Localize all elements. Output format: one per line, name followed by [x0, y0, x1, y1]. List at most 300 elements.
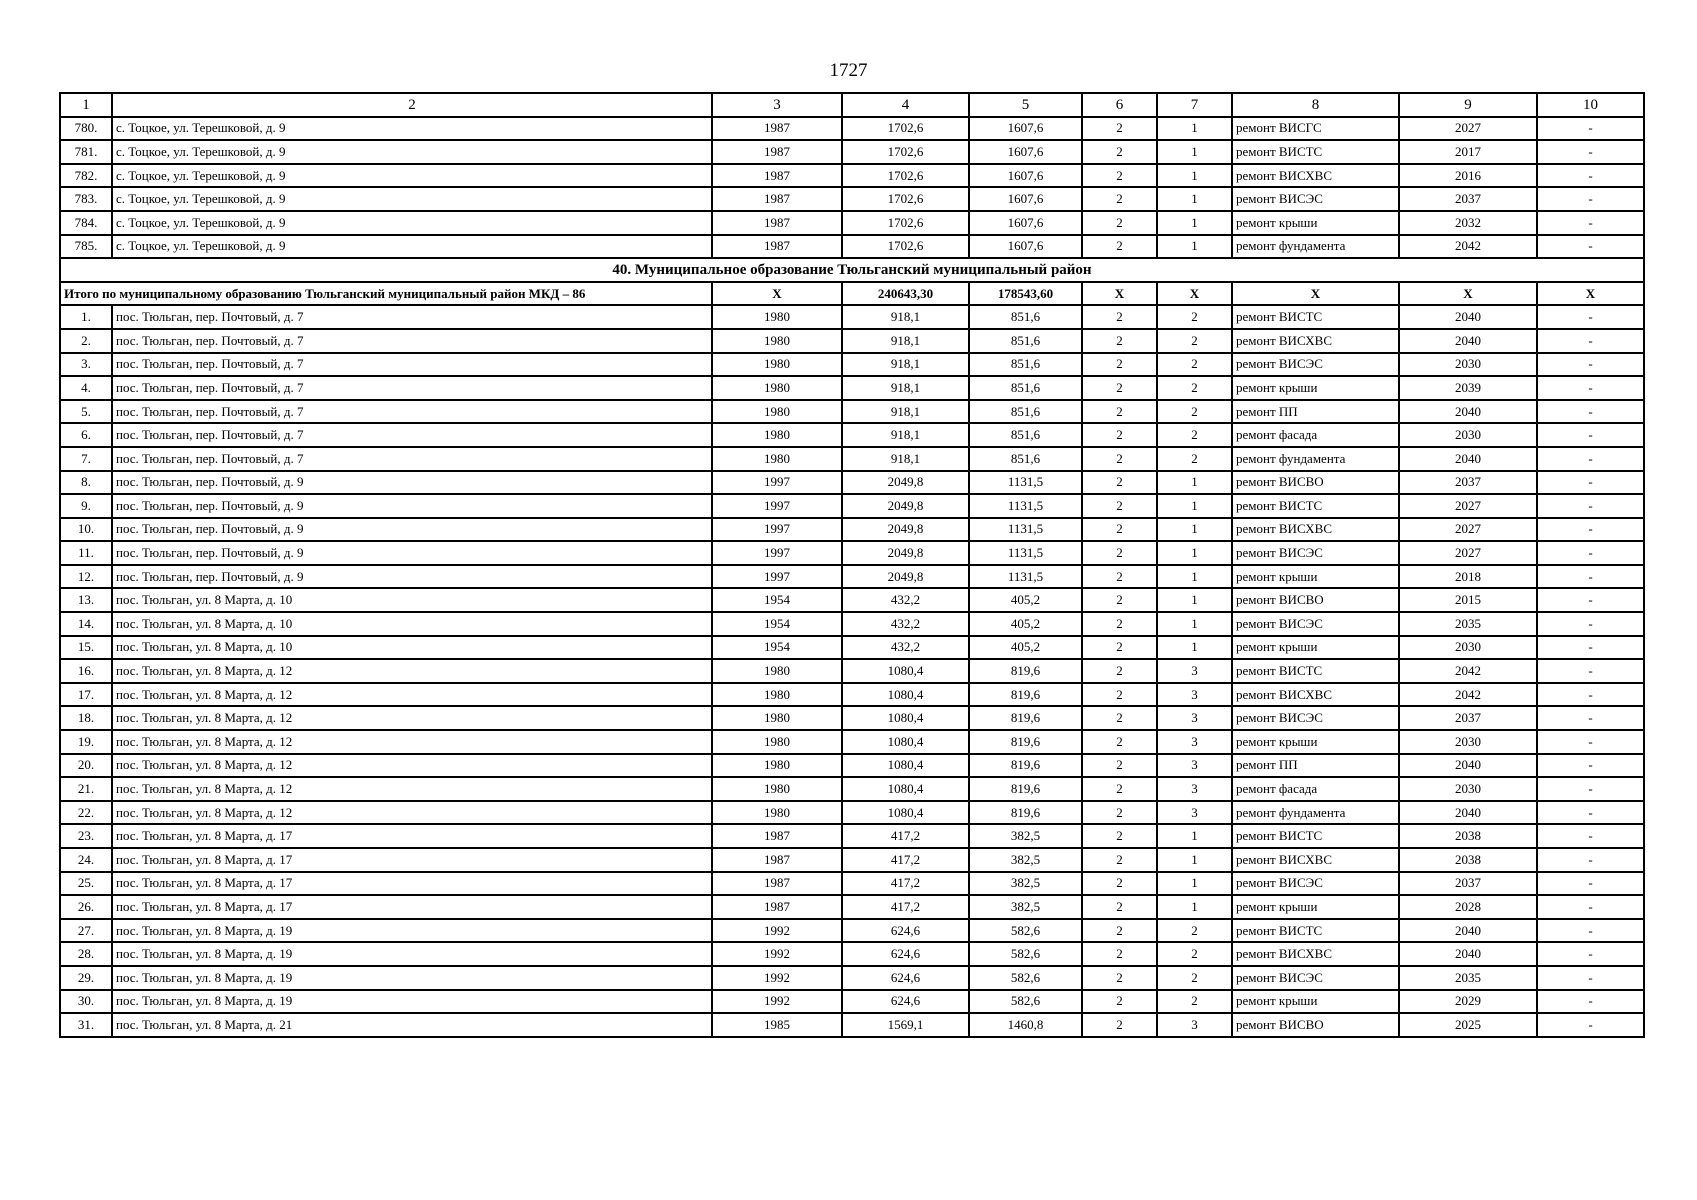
column-10-cell: -	[1537, 140, 1644, 164]
build-year-cell: 1992	[712, 919, 842, 943]
column-6-cell: 2	[1082, 636, 1157, 660]
column-10-cell: -	[1537, 211, 1644, 235]
planned-year-cell: 2037	[1399, 187, 1537, 211]
column-7-cell: 2	[1157, 942, 1232, 966]
work-type-cell: ремонт крыши	[1232, 376, 1399, 400]
column-10-cell: -	[1537, 423, 1644, 447]
table-row	[60, 353, 1644, 377]
planned-year-cell: 2039	[1399, 376, 1537, 400]
column-6-cell: 2	[1082, 872, 1157, 896]
table-row	[60, 187, 1644, 211]
column-6-cell: 2	[1082, 848, 1157, 872]
row-number: 24.	[60, 848, 112, 872]
table-row	[60, 211, 1644, 235]
column-10-cell: -	[1537, 305, 1644, 329]
address-cell: пос. Тюльган, ул. 8 Марта, д. 12	[112, 730, 712, 754]
row-number: 7.	[60, 447, 112, 471]
planned-year-cell: 2040	[1399, 305, 1537, 329]
total-area-cell: 1080,4	[842, 706, 969, 730]
column-10-cell: -	[1537, 872, 1644, 896]
address-cell: пос. Тюльган, ул. 8 Марта, д. 10	[112, 588, 712, 612]
living-area-cell: 405,2	[969, 588, 1082, 612]
work-type-cell: ремонт крыши	[1232, 990, 1399, 1014]
total-area-cell: 2049,8	[842, 494, 969, 518]
total-area-cell: 918,1	[842, 400, 969, 424]
column-10-cell: -	[1537, 565, 1644, 589]
address-cell: пос. Тюльган, пер. Почтовый, д. 7	[112, 329, 712, 353]
column-6-cell: 2	[1082, 211, 1157, 235]
column-header: 3	[712, 93, 842, 117]
address-cell: пос. Тюльган, пер. Почтовый, д. 9	[112, 471, 712, 495]
living-area-cell: 1131,5	[969, 565, 1082, 589]
living-area-cell: 819,6	[969, 777, 1082, 801]
address-cell: с. Тоцкое, ул. Терешковой, д. 9	[112, 235, 712, 259]
build-year-cell: 1992	[712, 966, 842, 990]
column-10-cell: -	[1537, 447, 1644, 471]
planned-year-cell: 2030	[1399, 730, 1537, 754]
total-c9-cell: Х	[1399, 282, 1537, 306]
build-year-cell: 1980	[712, 353, 842, 377]
build-year-cell: 1992	[712, 990, 842, 1014]
table-row	[60, 612, 1644, 636]
work-type-cell: ремонт ВИСХВС	[1232, 329, 1399, 353]
row-number: 12.	[60, 565, 112, 589]
row-number: 28.	[60, 942, 112, 966]
planned-year-cell: 2030	[1399, 636, 1537, 660]
column-header: 1	[60, 93, 112, 117]
row-number: 780.	[60, 117, 112, 141]
column-6-cell: 2	[1082, 423, 1157, 447]
total-area-cell: 417,2	[842, 848, 969, 872]
column-6-cell: 2	[1082, 471, 1157, 495]
total-area-cell: 918,1	[842, 329, 969, 353]
table-row	[60, 494, 1644, 518]
total-area-cell: 1569,1	[842, 1013, 969, 1037]
build-year-cell: 1987	[712, 187, 842, 211]
column-7-cell: 1	[1157, 164, 1232, 188]
planned-year-cell: 2030	[1399, 777, 1537, 801]
planned-year-cell: 2040	[1399, 919, 1537, 943]
column-10-cell: -	[1537, 824, 1644, 848]
column-header: 7	[1157, 93, 1232, 117]
address-cell: пос. Тюльган, ул. 8 Марта, д. 12	[112, 754, 712, 778]
build-year-cell: 1980	[712, 706, 842, 730]
column-10-cell: -	[1537, 1013, 1644, 1037]
planned-year-cell: 2037	[1399, 471, 1537, 495]
column-6-cell: 2	[1082, 494, 1157, 518]
living-area-cell: 382,5	[969, 895, 1082, 919]
column-6-cell: 2	[1082, 353, 1157, 377]
address-cell: пос. Тюльган, ул. 8 Марта, д. 10	[112, 612, 712, 636]
total-area-cell: 2049,8	[842, 518, 969, 542]
column-6-cell: 2	[1082, 588, 1157, 612]
planned-year-cell: 2028	[1399, 895, 1537, 919]
address-cell: пос. Тюльган, ул. 8 Марта, д. 21	[112, 1013, 712, 1037]
address-cell: пос. Тюльган, ул. 8 Марта, д. 10	[112, 636, 712, 660]
total-area-cell: 417,2	[842, 824, 969, 848]
table-row	[60, 942, 1644, 966]
address-cell: с. Тоцкое, ул. Терешковой, д. 9	[112, 187, 712, 211]
work-type-cell: ремонт фундамента	[1232, 801, 1399, 825]
column-7-cell: 1	[1157, 588, 1232, 612]
total-area-cell: 624,6	[842, 942, 969, 966]
living-area-cell: 382,5	[969, 848, 1082, 872]
row-number: 781.	[60, 140, 112, 164]
column-6-cell: 2	[1082, 895, 1157, 919]
build-year-cell: 1980	[712, 329, 842, 353]
planned-year-cell: 2030	[1399, 353, 1537, 377]
column-6-cell: 2	[1082, 565, 1157, 589]
column-number-row	[60, 93, 1644, 117]
column-7-cell: 1	[1157, 187, 1232, 211]
row-number: 16.	[60, 659, 112, 683]
total-c8-cell: Х	[1232, 282, 1399, 306]
living-area-cell: 851,6	[969, 353, 1082, 377]
column-6-cell: 2	[1082, 117, 1157, 141]
living-area-cell: 851,6	[969, 305, 1082, 329]
total-area-cell: 417,2	[842, 895, 969, 919]
column-6-cell: 2	[1082, 235, 1157, 259]
column-7-cell: 2	[1157, 400, 1232, 424]
total-label: Итого по муниципальному образованию Тюльганский муниципальный район МКД – 86	[60, 282, 712, 306]
column-7-cell: 1	[1157, 140, 1232, 164]
build-year-cell: 1997	[712, 565, 842, 589]
total-area-cell: 624,6	[842, 966, 969, 990]
row-number: 30.	[60, 990, 112, 1014]
row-number: 9.	[60, 494, 112, 518]
address-cell: пос. Тюльган, пер. Почтовый, д. 7	[112, 376, 712, 400]
table-row	[60, 636, 1644, 660]
table-row	[60, 376, 1644, 400]
column-10-cell: -	[1537, 541, 1644, 565]
living-area-cell: 582,6	[969, 990, 1082, 1014]
column-10-cell: -	[1537, 117, 1644, 141]
address-cell: пос. Тюльган, ул. 8 Марта, д. 17	[112, 848, 712, 872]
row-number: 23.	[60, 824, 112, 848]
row-number: 785.	[60, 235, 112, 259]
planned-year-cell: 2042	[1399, 659, 1537, 683]
row-number: 784.	[60, 211, 112, 235]
work-type-cell: ремонт крыши	[1232, 565, 1399, 589]
table-row	[60, 117, 1644, 141]
living-area-cell: 851,6	[969, 329, 1082, 353]
table-row	[60, 541, 1644, 565]
column-6-cell: 2	[1082, 447, 1157, 471]
work-type-cell: ремонт ВИСЭС	[1232, 541, 1399, 565]
column-7-cell: 3	[1157, 801, 1232, 825]
address-cell: пос. Тюльган, ул. 8 Марта, д. 19	[112, 919, 712, 943]
column-header: 10	[1537, 93, 1644, 117]
work-type-cell: ремонт ВИСТС	[1232, 919, 1399, 943]
living-area-cell: 1460,8	[969, 1013, 1082, 1037]
column-10-cell: -	[1537, 801, 1644, 825]
planned-year-cell: 2042	[1399, 683, 1537, 707]
column-10-cell: -	[1537, 376, 1644, 400]
column-6-cell: 2	[1082, 942, 1157, 966]
total-area-cell: 918,1	[842, 447, 969, 471]
table-row	[60, 990, 1644, 1014]
build-year-cell: 1954	[712, 588, 842, 612]
living-area-cell: 1607,6	[969, 211, 1082, 235]
column-6-cell: 2	[1082, 706, 1157, 730]
column-7-cell: 1	[1157, 895, 1232, 919]
planned-year-cell: 2035	[1399, 966, 1537, 990]
column-7-cell: 1	[1157, 872, 1232, 896]
table-row	[60, 895, 1644, 919]
address-cell: с. Тоцкое, ул. Терешковой, д. 9	[112, 164, 712, 188]
build-year-cell: 1980	[712, 659, 842, 683]
living-area-cell: 851,6	[969, 423, 1082, 447]
column-10-cell: -	[1537, 942, 1644, 966]
work-type-cell: ремонт крыши	[1232, 895, 1399, 919]
work-type-cell: ремонт фасада	[1232, 423, 1399, 447]
column-7-cell: 2	[1157, 966, 1232, 990]
planned-year-cell: 2035	[1399, 612, 1537, 636]
row-number: 6.	[60, 423, 112, 447]
row-number: 11.	[60, 541, 112, 565]
table-row	[60, 140, 1644, 164]
row-number: 14.	[60, 612, 112, 636]
table-row	[60, 919, 1644, 943]
column-7-cell: 3	[1157, 754, 1232, 778]
row-number: 25.	[60, 872, 112, 896]
column-10-cell: -	[1537, 353, 1644, 377]
column-7-cell: 1	[1157, 235, 1232, 259]
column-header: 4	[842, 93, 969, 117]
table-row	[60, 659, 1644, 683]
work-type-cell: ремонт ВИСХВС	[1232, 164, 1399, 188]
column-10-cell: -	[1537, 588, 1644, 612]
living-area-cell: 851,6	[969, 400, 1082, 424]
total-area-cell: 1080,4	[842, 801, 969, 825]
column-6-cell: 2	[1082, 305, 1157, 329]
living-area-cell: 851,6	[969, 376, 1082, 400]
total-area-cell: 1080,4	[842, 730, 969, 754]
column-10-cell: -	[1537, 518, 1644, 542]
column-6-cell: 2	[1082, 518, 1157, 542]
total-c5-cell: 178543,60	[969, 282, 1082, 306]
living-area-cell: 1607,6	[969, 140, 1082, 164]
row-number: 20.	[60, 754, 112, 778]
column-6-cell: 2	[1082, 1013, 1157, 1037]
living-area-cell: 1131,5	[969, 541, 1082, 565]
work-type-cell: ремонт фундамента	[1232, 447, 1399, 471]
column-10-cell: -	[1537, 706, 1644, 730]
total-area-cell: 918,1	[842, 353, 969, 377]
column-10-cell: -	[1537, 659, 1644, 683]
row-number: 22.	[60, 801, 112, 825]
column-10-cell: -	[1537, 494, 1644, 518]
column-header: 5	[969, 93, 1082, 117]
total-area-cell: 1702,6	[842, 211, 969, 235]
work-type-cell: ремонт ПП	[1232, 400, 1399, 424]
row-number: 18.	[60, 706, 112, 730]
column-6-cell: 2	[1082, 801, 1157, 825]
row-number: 3.	[60, 353, 112, 377]
address-cell: пос. Тюльган, пер. Почтовый, д. 9	[112, 565, 712, 589]
column-10-cell: -	[1537, 187, 1644, 211]
total-area-cell: 1702,6	[842, 235, 969, 259]
work-type-cell: ремонт фундамента	[1232, 235, 1399, 259]
column-7-cell: 2	[1157, 376, 1232, 400]
column-6-cell: 2	[1082, 730, 1157, 754]
build-year-cell: 1987	[712, 140, 842, 164]
address-cell: пос. Тюльган, ул. 8 Марта, д. 12	[112, 659, 712, 683]
planned-year-cell: 2017	[1399, 140, 1537, 164]
address-cell: пос. Тюльган, пер. Почтовый, д. 7	[112, 400, 712, 424]
total-area-cell: 1702,6	[842, 187, 969, 211]
total-area-cell: 1080,4	[842, 777, 969, 801]
address-cell: с. Тоцкое, ул. Терешковой, д. 9	[112, 117, 712, 141]
total-area-cell: 918,1	[842, 376, 969, 400]
table-row	[60, 730, 1644, 754]
planned-year-cell: 2027	[1399, 494, 1537, 518]
column-6-cell: 2	[1082, 754, 1157, 778]
table-row	[60, 305, 1644, 329]
column-header: 2	[112, 93, 712, 117]
living-area-cell: 405,2	[969, 636, 1082, 660]
address-cell: пос. Тюльган, ул. 8 Марта, д. 17	[112, 824, 712, 848]
column-header: 8	[1232, 93, 1399, 117]
table-row	[60, 423, 1644, 447]
build-year-cell: 1987	[712, 117, 842, 141]
living-area-cell: 582,6	[969, 919, 1082, 943]
row-number: 1.	[60, 305, 112, 329]
column-7-cell: 2	[1157, 447, 1232, 471]
address-cell: пос. Тюльган, ул. 8 Марта, д. 12	[112, 706, 712, 730]
column-7-cell: 3	[1157, 730, 1232, 754]
column-10-cell: -	[1537, 612, 1644, 636]
total-area-cell: 1080,4	[842, 683, 969, 707]
living-area-cell: 382,5	[969, 824, 1082, 848]
work-type-cell: ремонт ПП	[1232, 754, 1399, 778]
column-7-cell: 3	[1157, 659, 1232, 683]
work-type-cell: ремонт ВИСТС	[1232, 659, 1399, 683]
column-7-cell: 1	[1157, 565, 1232, 589]
total-area-cell: 2049,8	[842, 565, 969, 589]
column-7-cell: 2	[1157, 423, 1232, 447]
living-area-cell: 1131,5	[969, 518, 1082, 542]
column-6-cell: 2	[1082, 541, 1157, 565]
column-7-cell: 1	[1157, 518, 1232, 542]
column-7-cell: 3	[1157, 1013, 1232, 1037]
column-7-cell: 3	[1157, 683, 1232, 707]
address-cell: пос. Тюльган, ул. 8 Марта, д. 12	[112, 777, 712, 801]
work-type-cell: ремонт ВИСТС	[1232, 494, 1399, 518]
planned-year-cell: 2027	[1399, 117, 1537, 141]
build-year-cell: 1980	[712, 801, 842, 825]
work-type-cell: ремонт ВИСТС	[1232, 824, 1399, 848]
build-year-cell: 1980	[712, 376, 842, 400]
table-row	[60, 471, 1644, 495]
table-row	[60, 754, 1644, 778]
planned-year-cell: 2040	[1399, 400, 1537, 424]
build-year-cell: 1987	[712, 211, 842, 235]
row-number: 21.	[60, 777, 112, 801]
address-cell: пос. Тюльган, ул. 8 Марта, д. 17	[112, 872, 712, 896]
column-6-cell: 2	[1082, 140, 1157, 164]
address-cell: пос. Тюльган, ул. 8 Марта, д. 12	[112, 801, 712, 825]
column-10-cell: -	[1537, 683, 1644, 707]
table-row	[60, 683, 1644, 707]
total-area-cell: 624,6	[842, 990, 969, 1014]
work-type-cell: ремонт ВИСХВС	[1232, 518, 1399, 542]
column-7-cell: 1	[1157, 824, 1232, 848]
total-c6-cell: Х	[1082, 282, 1157, 306]
work-type-cell: ремонт ВИСВО	[1232, 471, 1399, 495]
living-area-cell: 819,6	[969, 801, 1082, 825]
column-10-cell: -	[1537, 235, 1644, 259]
address-cell: пос. Тюльган, пер. Почтовый, д. 7	[112, 423, 712, 447]
column-10-cell: -	[1537, 400, 1644, 424]
total-c3-cell: Х	[712, 282, 842, 306]
address-cell: пос. Тюльган, ул. 8 Марта, д. 12	[112, 683, 712, 707]
column-10-cell: -	[1537, 777, 1644, 801]
living-area-cell: 1131,5	[969, 494, 1082, 518]
table-row	[60, 400, 1644, 424]
column-6-cell: 2	[1082, 777, 1157, 801]
column-7-cell: 1	[1157, 211, 1232, 235]
total-area-cell: 2049,8	[842, 541, 969, 565]
planned-year-cell: 2018	[1399, 565, 1537, 589]
row-number: 15.	[60, 636, 112, 660]
column-7-cell: 1	[1157, 636, 1232, 660]
build-year-cell: 1987	[712, 848, 842, 872]
living-area-cell: 582,6	[969, 966, 1082, 990]
planned-year-cell: 2027	[1399, 541, 1537, 565]
build-year-cell: 1954	[712, 636, 842, 660]
address-cell: пос. Тюльган, ул. 8 Марта, д. 19	[112, 966, 712, 990]
row-number: 4.	[60, 376, 112, 400]
column-header: 6	[1082, 93, 1157, 117]
column-7-cell: 1	[1157, 612, 1232, 636]
planned-year-cell: 2029	[1399, 990, 1537, 1014]
table-row	[60, 706, 1644, 730]
total-area-cell: 1702,6	[842, 164, 969, 188]
column-10-cell: -	[1537, 164, 1644, 188]
address-cell: пос. Тюльган, пер. Почтовый, д. 9	[112, 494, 712, 518]
address-cell: пос. Тюльган, пер. Почтовый, д. 9	[112, 541, 712, 565]
work-type-cell: ремонт ВИСХВС	[1232, 683, 1399, 707]
address-cell: пос. Тюльган, пер. Почтовый, д. 7	[112, 447, 712, 471]
living-area-cell: 819,6	[969, 706, 1082, 730]
column-6-cell: 2	[1082, 659, 1157, 683]
column-10-cell: -	[1537, 329, 1644, 353]
column-header: 9	[1399, 93, 1537, 117]
table-row	[60, 329, 1644, 353]
table-row	[60, 1013, 1644, 1037]
row-number: 783.	[60, 187, 112, 211]
column-7-cell: 1	[1157, 117, 1232, 141]
work-type-cell: ремонт ВИСХВС	[1232, 942, 1399, 966]
living-area-cell: 1607,6	[969, 187, 1082, 211]
column-6-cell: 2	[1082, 329, 1157, 353]
row-number: 8.	[60, 471, 112, 495]
column-10-cell: -	[1537, 895, 1644, 919]
total-area-cell: 1080,4	[842, 754, 969, 778]
build-year-cell: 1997	[712, 518, 842, 542]
total-area-cell: 417,2	[842, 872, 969, 896]
work-type-cell: ремонт ВИСХВС	[1232, 848, 1399, 872]
address-cell: с. Тоцкое, ул. Терешковой, д. 9	[112, 140, 712, 164]
column-7-cell: 3	[1157, 706, 1232, 730]
build-year-cell: 1992	[712, 942, 842, 966]
build-year-cell: 1980	[712, 754, 842, 778]
column-6-cell: 2	[1082, 376, 1157, 400]
total-area-cell: 1080,4	[842, 659, 969, 683]
total-area-cell: 2049,8	[842, 471, 969, 495]
column-6-cell: 2	[1082, 612, 1157, 636]
